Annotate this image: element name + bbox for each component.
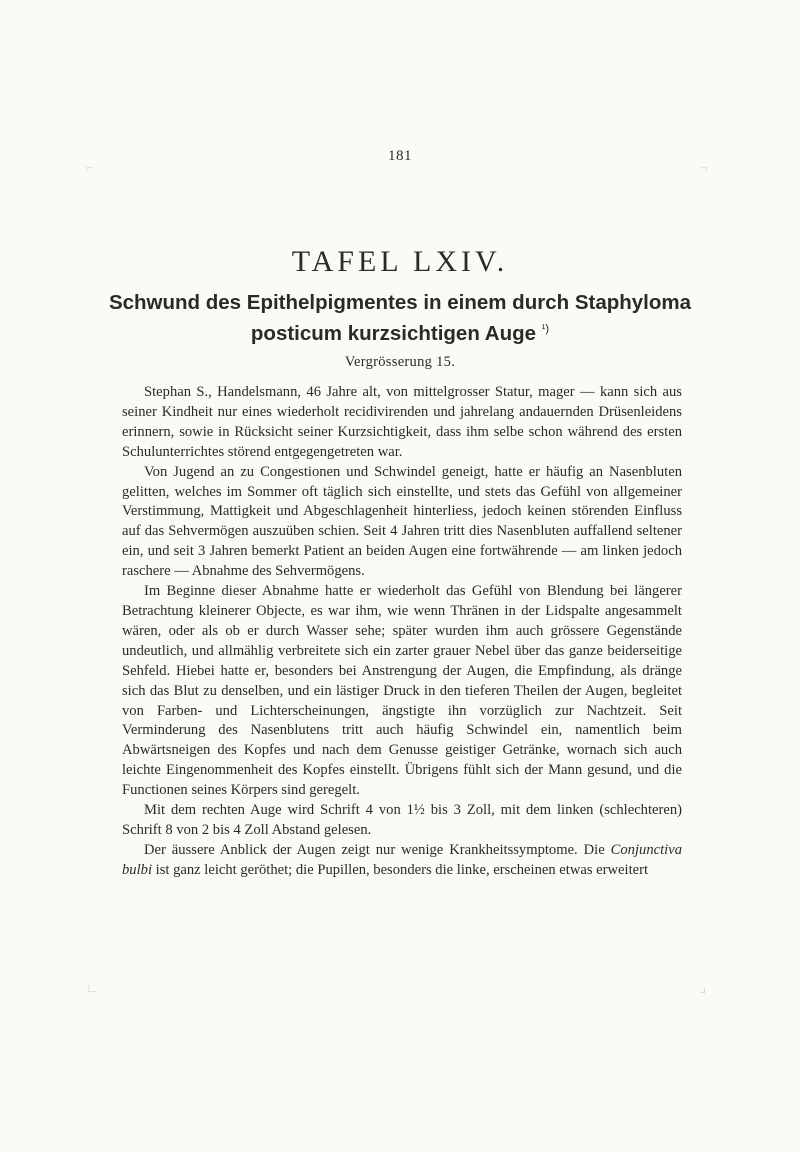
paragraph-text: ist ganz leicht geröthet; die Pupillen, besonders die linke, erscheinen etwas erweitert — [152, 861, 649, 878]
corner-mark: ⌟ — [700, 980, 707, 995]
corner-mark: ⌐ — [86, 160, 94, 175]
paragraph: Von Jugend an zu Congestionen und Schwindel geneigt, hatte er häufig an Nasenbluten gelitten, welches im Sommer oft täglich sich einstellte, und stets das Gefühl von allgemeiner Verstimmung, Mattigkeit und Abgeschlagenheit hinterliess, jedoch keinen störenden Einfluss auf das Sehvermögen auszuüben schien. Seit 4 Jahren tritt dies Nasenbluten auffallend seltener ein, und seit 3 Jahren bemerkt Patient an beiden Augen eine fortwährende — am linken jedoch raschere — Abnahme des Sehvermögens. — [122, 463, 682, 580]
corner-mark: ¬ — [700, 160, 708, 175]
magnification-note: Vergrösserung 15. — [344, 354, 456, 370]
article-title — [0, 290, 800, 347]
paragraph — [122, 841, 682, 881]
paragraph: Im Beginne dieser Abnahme hatte er wiederholt das Gefühl von Blendung bei längerer Betrachtung kleinerer Objecte, es war ihm, wie wenn Thränen in der Lidspalte angesammelt wären, oder als ob er durch Wasser sehe; später wurden ihm auch grössere Gegenstände undeutlich, und allmählig verbreitete sich ein zarter grauer Nebel über das ganze beiderseitige Sehfeld. Hiebei hatte er, besonders bei Anstrengung der Augen, die Empfindung, als dränge sich das Blut zu denselben, und ein lästiger Druck in den tieferen Theilen der Augen, begleitet von Farben- und Lichterscheinungen, ängstigte ihn vorzüglich zur Nachtzeit. Seit Verminderung des Nasenblutens tritt auch häufig Schwindel ein, namentlich beim Abwärtsneigen des Kopfes und nach dem Genusse geistiger Getränke, wornach sich auch leichte Eingenommenheit des Kopfes einstellt. Übrigens fühlt sich der Mann gesund, und die Functionen seines Körpers sind geregelt. — [122, 583, 682, 799]
footnote-marker: ¹) — [541, 323, 550, 335]
paragraph: Stephan S., Handelsmann, 46 Jahre alt, von mittelgrosser Statur, mager — kann sich aus seiner Kindheit nur eines wiederholt recidivirenden und jahrelang andauernden Drüsenleidens erinnern, sowie in Rücksicht seiner Kurzsichtigkeit, dass ihm selbe schon während des ersten Schulunterrichtes störend entgegengetreten war. — [122, 384, 682, 460]
corner-mark: ∟ — [86, 980, 99, 995]
plate-title: TAFEL LXIV. — [291, 245, 509, 278]
article-title-line-2 — [0, 316, 800, 347]
article-title-line-1: Schwund des Epithelpigmentes in einem durch Staphyloma — [108, 291, 692, 314]
body-text — [122, 383, 682, 881]
italic-term: Conjunctiva bulbi — [122, 841, 682, 878]
page-number: 181 — [388, 148, 412, 164]
paragraph-text: Der äussere Anblick der Augen zeigt nur wenige Krankheitssymptome. Die — [144, 841, 611, 858]
article-title-line-2-text: posticum kurzsichtigen Auge — [250, 321, 537, 345]
paragraph: Mit dem rechten Auge wird Schrift 4 von 1½ bis 3 Zoll, mit dem linken (schlechteren) Schrift 8 von 2 bis 4 Zoll Abstand gelesen. — [122, 802, 682, 838]
